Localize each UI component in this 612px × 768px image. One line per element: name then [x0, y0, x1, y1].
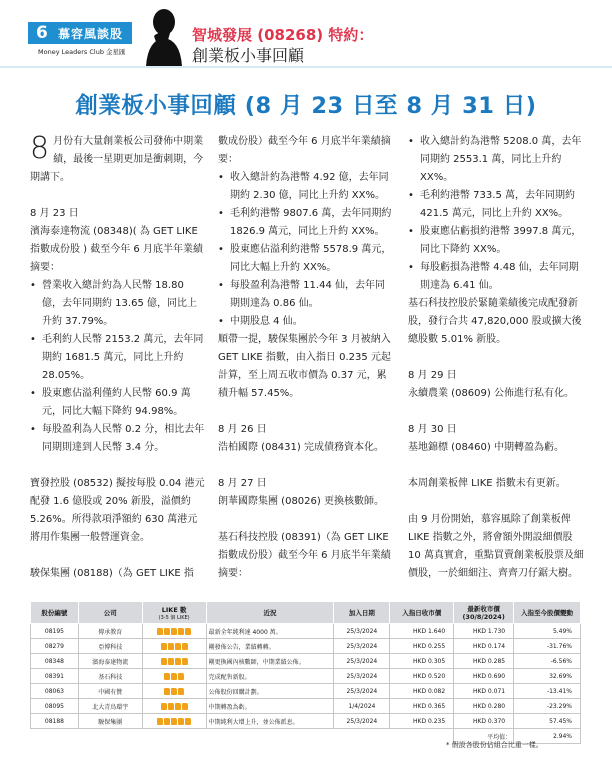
status-cell: 中期純利大增上升，並公佈派息。: [206, 714, 334, 729]
paragraph: 基石科技控股於緊隨業績後完成配發新股，發行合共 47,820,000 股或擴大後總股數 5.01% 新股。: [408, 298, 582, 345]
intro-paragraph: [30, 133, 206, 187]
bullet-item: • 股東應佔溢利僅約人民幣 60.9 萬元，同比大幅下降約 94.98%。: [30, 385, 206, 421]
thumbs-up-icon: [182, 703, 188, 710]
company-cell: 基石科技: [78, 669, 142, 684]
company-cell: 亞博科技: [78, 639, 142, 654]
author-silhouette-icon: [140, 6, 188, 66]
club-name: Money Leaders Club 金星匯: [38, 48, 126, 56]
join-price-cell: HKD 1.640: [390, 624, 454, 639]
company-cell: 北大青鳥環宇: [78, 699, 142, 714]
thumbs-up-icon: [171, 718, 177, 725]
bullet-item: • 每股盈利為人民幣 0.2 分，相比去年同期則達到人民幣 3.4 分。: [30, 421, 206, 457]
col-header-latest-price: 最新收市價 (30/8/2024): [454, 602, 514, 624]
price-change-cell: 5.49%: [514, 624, 581, 639]
status-cell: 中期轉盈為虧。: [206, 699, 334, 714]
like-count-cell: [142, 669, 206, 684]
latest-price-cell: HKD 0.071: [454, 684, 514, 699]
thumbs-up-icon: [164, 628, 170, 635]
thumbs-up-icon: [161, 703, 167, 710]
thumbs-up-icon: [175, 643, 181, 650]
status-cell: 剛更換國內核數師，中期業績公佈。: [206, 654, 334, 669]
paragraph: 濱海泰達物流 (08348)( 為 GET LIKE 指數成份股 ) 截至今年 6 月底半年業績摘要：: [30, 226, 203, 273]
page-header: [0, 0, 612, 68]
header-divider: [0, 66, 612, 68]
table-row: [31, 624, 581, 639]
join-date-cell: 25/3/2024: [334, 684, 390, 699]
bullet-item: • 收入總計約為港幣 4.92 億，去年同期約 2.30 億，同比上升約 XX%。: [218, 169, 394, 205]
portfolio-table: [30, 601, 581, 744]
join-date-cell: 25/3/2024: [334, 714, 390, 729]
like-count-cell: [142, 699, 206, 714]
price-change-cell: 32.69%: [514, 669, 581, 684]
bullet-icon: •: [218, 280, 224, 291]
thumbs-up-icon: [168, 658, 174, 665]
company-cell: 中國有贊: [78, 684, 142, 699]
date-heading: 8 月 23 日: [30, 208, 79, 219]
bullet-item: • 毛利約港幣 733.5 萬，去年同期約 421.5 萬元，同比上升約 XX%。: [408, 187, 584, 223]
latest-price-cell: HKD 0.285: [454, 654, 514, 669]
article-column-2: [218, 133, 394, 583]
like-count-cell: [142, 639, 206, 654]
bullet-item: • 股東應佔溢利約港幣 5578.9 萬元，同比大幅上升約 XX%。: [218, 241, 394, 277]
company-cell: 駿保集團: [78, 714, 142, 729]
thumbs-up-icon: [164, 718, 170, 725]
price-change-cell: -13.41%: [514, 684, 581, 699]
thumbs-up-icon: [157, 628, 163, 635]
thumbs-up-icon: [161, 643, 167, 650]
date-heading: 8 月 30 日: [408, 424, 457, 435]
status-cell: 剛發佈公告，業績轉轉。: [206, 639, 334, 654]
latest-price-cell: HKD 0.280: [454, 699, 514, 714]
thumbs-up-icon: [175, 658, 181, 665]
thumbs-up-icon: [164, 688, 170, 695]
column-name: 慕容風談股: [58, 26, 124, 41]
like-count-cell: [142, 714, 206, 729]
col-header-code: 股份編號: [31, 602, 79, 624]
bullet-icon: •: [218, 316, 224, 327]
join-date-cell: 25/3/2024: [334, 669, 390, 684]
paragraph: 永續農業 (08609) 公佈進行私有化。: [408, 388, 574, 399]
join-price-cell: HKD 0.365: [390, 699, 454, 714]
bullet-icon: •: [218, 244, 224, 255]
paragraph: 寶發控股 (08532) 擬按每股 0.04 港元配發 1.6 億股或 20% 新股，溢價約 5.26%。所得款項淨額約 630 萬港元將用作集團一般營運資金。: [30, 478, 205, 543]
stock-code-cell: 08063: [31, 684, 79, 699]
thumbs-up-icon: [182, 643, 188, 650]
table-row: [31, 669, 581, 684]
date-heading: 8 月 27 日: [218, 478, 267, 489]
table-row: [31, 639, 581, 654]
status-cell: 完成配售新股。: [206, 669, 334, 684]
article-column-1: [30, 133, 206, 583]
table-row: [31, 699, 581, 714]
latest-price-cell: HKD 0.174: [454, 639, 514, 654]
bullet-item: • 中期股息 4 仙。: [218, 313, 394, 331]
join-date-cell: 25/3/2024: [334, 654, 390, 669]
thumbs-up-icon: [178, 628, 184, 635]
price-change-cell: -6.56%: [514, 654, 581, 669]
join-price-cell: HKD 0.520: [390, 669, 454, 684]
thumbs-up-icon: [171, 688, 177, 695]
thumbs-up-icon: [182, 658, 188, 665]
thumbs-up-icon: [178, 688, 184, 695]
col-header-join-date: 加入日期: [334, 602, 390, 624]
thumbs-up-icon: [185, 628, 191, 635]
price-change-cell: 57.45%: [514, 714, 581, 729]
article-title: 創業板小事回顧 (8 月 23 日至 8 月 31 日): [75, 93, 537, 119]
join-price-cell: HKD 0.082: [390, 684, 454, 699]
thumbs-up-icon: [161, 658, 167, 665]
thumbs-up-icon: [185, 718, 191, 725]
table-header-row: [31, 602, 581, 624]
bullet-item: • 每股虧損為港幣 4.48 仙，去年同期則達為 6.41 仙。: [408, 259, 584, 295]
page-number: 6: [36, 23, 48, 43]
thumbs-up-icon: [171, 628, 177, 635]
bullet-icon: •: [408, 226, 414, 237]
thumbs-up-icon: [157, 718, 163, 725]
stock-code-cell: 08195: [31, 624, 79, 639]
paragraph: 浩柏國際 (08431) 完成債務資本化。: [218, 442, 384, 453]
stock-code-cell: 08279: [31, 639, 79, 654]
bullet-icon: •: [218, 172, 224, 183]
price-change-cell: -31.76%: [514, 639, 581, 654]
paragraph: 本周創業板俾 LIKE 指數未有更新。: [408, 478, 566, 489]
thumbs-up-icon: [164, 673, 170, 680]
average-label: 平均值：: [454, 729, 514, 744]
price-change-cell: -23.29%: [514, 699, 581, 714]
stock-code-cell: 08348: [31, 654, 79, 669]
status-cell: 公佈股份回購計劃。: [206, 684, 334, 699]
status-cell: 最新全年純利達 4000 萬。: [206, 624, 334, 639]
like-count-cell: [142, 624, 206, 639]
bullet-item: • 毛利約港幣 9807.6 萬，去年同期約 1826.9 萬元，同比上升約 XX%。: [218, 205, 394, 241]
stock-code-cell: 08188: [31, 714, 79, 729]
paragraph: 數成份股）截至今年 6 月底半年業績摘要：: [218, 136, 391, 165]
like-count-cell: [142, 654, 206, 669]
bullet-icon: •: [408, 262, 414, 273]
join-price-cell: HKD 0.235: [390, 714, 454, 729]
stock-code-cell: 08095: [31, 699, 79, 714]
paragraph: 基石科技控股 (08391)（為 GET LIKE 指數成份股）截至今年 6 月底半年業績摘要：: [218, 532, 391, 579]
thumbs-up-icon: [178, 718, 184, 725]
date-heading: 8 月 26 日: [218, 424, 267, 435]
col-header-status: 近況: [206, 602, 334, 624]
table-row: [31, 684, 581, 699]
col-header-join-price: 入指日收市價: [390, 602, 454, 624]
paragraph: 基地錦標 (08460) 中期轉盈為虧。: [408, 442, 564, 453]
join-price-cell: HKD 0.255: [390, 639, 454, 654]
bullet-icon: •: [30, 388, 36, 399]
bullet-icon: •: [30, 424, 36, 435]
bullet-icon: •: [30, 334, 36, 345]
average-value: 2.94%: [514, 729, 581, 744]
join-date-cell: 25/3/2024: [334, 639, 390, 654]
latest-price-cell: HKD 0.370: [454, 714, 514, 729]
bullet-icon: •: [218, 208, 224, 219]
paragraph: 駿保集團 (08188)（為 GET LIKE 指: [30, 568, 194, 579]
company-cell: 濱海泰達物流: [78, 654, 142, 669]
drop-cap: 8: [30, 131, 50, 166]
bullet-icon: •: [408, 190, 414, 201]
table-footnote: * 假設各股份佔組合比重一樣。: [446, 741, 543, 749]
paragraph: 朗華國際集團 (08026) 更換核數師。: [218, 496, 384, 507]
latest-price-cell: HKD 0.690: [454, 669, 514, 684]
thumbs-up-icon: [178, 673, 184, 680]
page-badge: [28, 22, 132, 44]
thumbs-up-icon: [175, 703, 181, 710]
join-price-cell: HKD 0.305: [390, 654, 454, 669]
company-cell: 傳承教育: [78, 624, 142, 639]
thumbs-up-icon: [168, 643, 174, 650]
col-header-change: 入指至今股價變動: [514, 602, 581, 624]
paragraph: 由 9 月份開始，慕容風除了創業板俾 LIKE 指數之外，將會額外開設細價股 10 萬真實倉，重點買賣創業板股票及細價股，一於細細注、齊齊刀仔鋸大樹。: [408, 514, 584, 579]
bullet-icon: •: [30, 280, 36, 291]
join-date-cell: 25/3/2024: [334, 624, 390, 639]
like-count-cell: [142, 684, 206, 699]
paragraph: 順帶一提，駿保集團於今年 3 月被納入 GET LIKE 指數，由入指日 0.235 元起計算，至上周五收市價為 0.37 元，累積升幅 57.45%。: [218, 334, 391, 399]
table-row: [31, 714, 581, 729]
bullet-item: • 每股盈利為港幣 11.44 仙，去年同期則達為 0.86 仙。: [218, 277, 394, 313]
bullet-item: • 營業收入總計約為人民幣 18.80 億，去年同期約 13.65 億，同比上升約 37.79%。: [30, 277, 206, 331]
thumbs-up-icon: [171, 673, 177, 680]
bullet-item: • 毛利約人民幣 2153.2 萬元，去年同期約 1681.5 萬元，同比上升約 28.05%。: [30, 331, 206, 385]
date-heading: 8 月 29 日: [408, 370, 457, 381]
bullet-icon: •: [408, 136, 414, 147]
join-date-cell: 1/4/2024: [334, 699, 390, 714]
latest-price-cell: HKD 1.730: [454, 624, 514, 639]
table-row: [31, 654, 581, 669]
bullet-item: • 股東應佔虧損約港幣 3997.8 萬元，同比下降約 XX%。: [408, 223, 584, 259]
article-column-3: [408, 133, 584, 583]
thumbs-up-icon: [168, 703, 174, 710]
intro-text: 月份有大量創業板公司發佈中期業績，最後一星期更加是衝刺期，今期講下。: [30, 136, 204, 183]
col-header-company: 公司: [78, 602, 142, 624]
bullet-item: • 收入總計約為港幣 5208.0 萬，去年同期約 2553.1 萬，同比上升約 XX%。: [408, 133, 584, 187]
section-subtitle: 創業板小事回顧: [192, 46, 305, 65]
sponsor-title: 智城發展 (08268) 特約：: [192, 26, 374, 44]
col-header-like: LIKE 數 (3-5 個 LIKE): [142, 602, 206, 624]
stock-code-cell: 08391: [31, 669, 79, 684]
